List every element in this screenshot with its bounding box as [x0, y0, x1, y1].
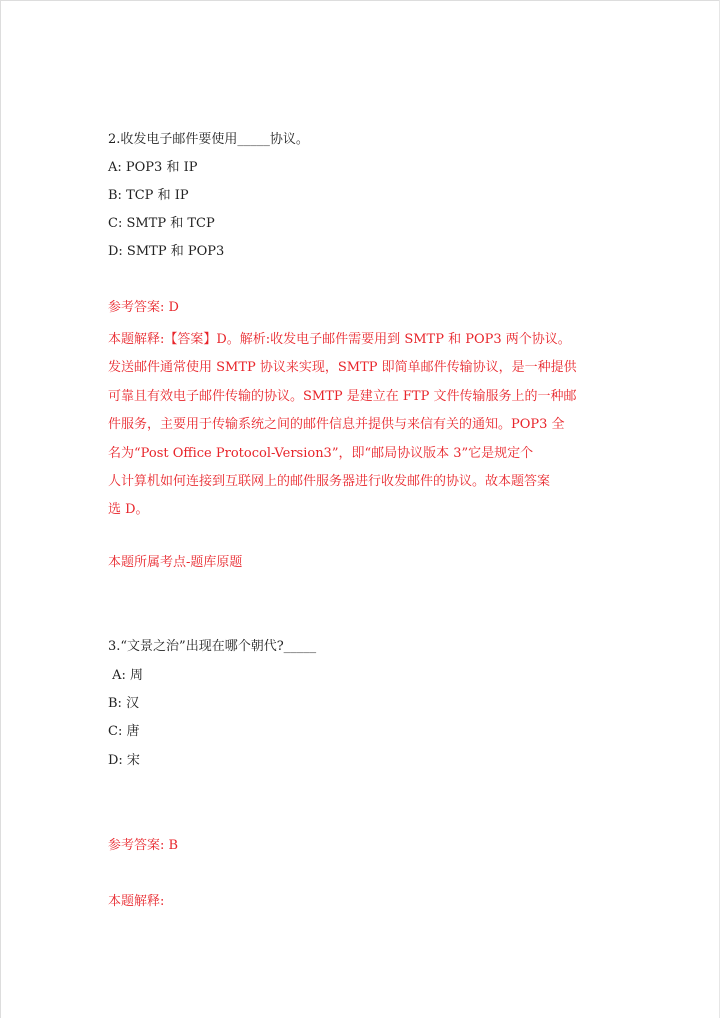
question-3-option-b: B: 汉	[108, 696, 140, 711]
question-2-explanation	[108, 326, 608, 525]
explanation-line: 可靠且有效电子邮件传输的协议。SMTP 是建立在 FTP 文件传输服务上的一种邮	[108, 388, 577, 404]
question-3-explanation-label: 本题解释:	[108, 894, 165, 909]
question-3-text: 3.“文景之治”出现在哪个朝代?_____	[108, 639, 317, 654]
explanation-line: 本题解释:【答案】D。解析:收发电子邮件需要用到 SMTP 和 POP3 两个协议。	[108, 332, 571, 347]
question-2-text: 2.收发电子邮件要使用_____协议。	[108, 132, 309, 147]
question-2-answer: 参考答案: D	[108, 300, 179, 315]
question-3-option-a: A: 周	[108, 668, 144, 683]
question-2-option-c: C: SMTP 和 TCP	[108, 216, 215, 231]
explanation-line: 名为“Post Office Protocol-Version3”，即“邮局协议版本 3”它是规定个	[108, 445, 534, 461]
question-2-option-b: B: TCP 和 IP	[108, 188, 189, 203]
question-3-option-d: D: 宋	[108, 753, 140, 768]
page-border-left	[0, 0, 1, 1018]
page-border-top	[0, 0, 720, 1]
explanation-line: 件服务，主要用于传输系统之间的邮件信息并提供与来信有关的通知。POP3 全	[108, 417, 565, 433]
explanation-line: 人计算机如何连接到互联网上的邮件服务器进行收发邮件的协议。故本题答案	[108, 474, 551, 490]
explanation-line: 选 D。	[108, 502, 149, 518]
question-2-category: 本题所属考点-题库原题	[108, 555, 243, 570]
question-2-option-d: D: SMTP 和 POP3	[108, 244, 225, 259]
question-3-answer: 参考答案: B	[108, 838, 179, 853]
question-3-option-c: C: 唐	[108, 724, 140, 739]
question-2-option-a: A: POP3 和 IP	[108, 160, 198, 175]
explanation-line: 发送邮件通常使用 SMTP 协议来实现，SMTP 即简单邮件传输协议，是一种提供	[108, 360, 577, 376]
